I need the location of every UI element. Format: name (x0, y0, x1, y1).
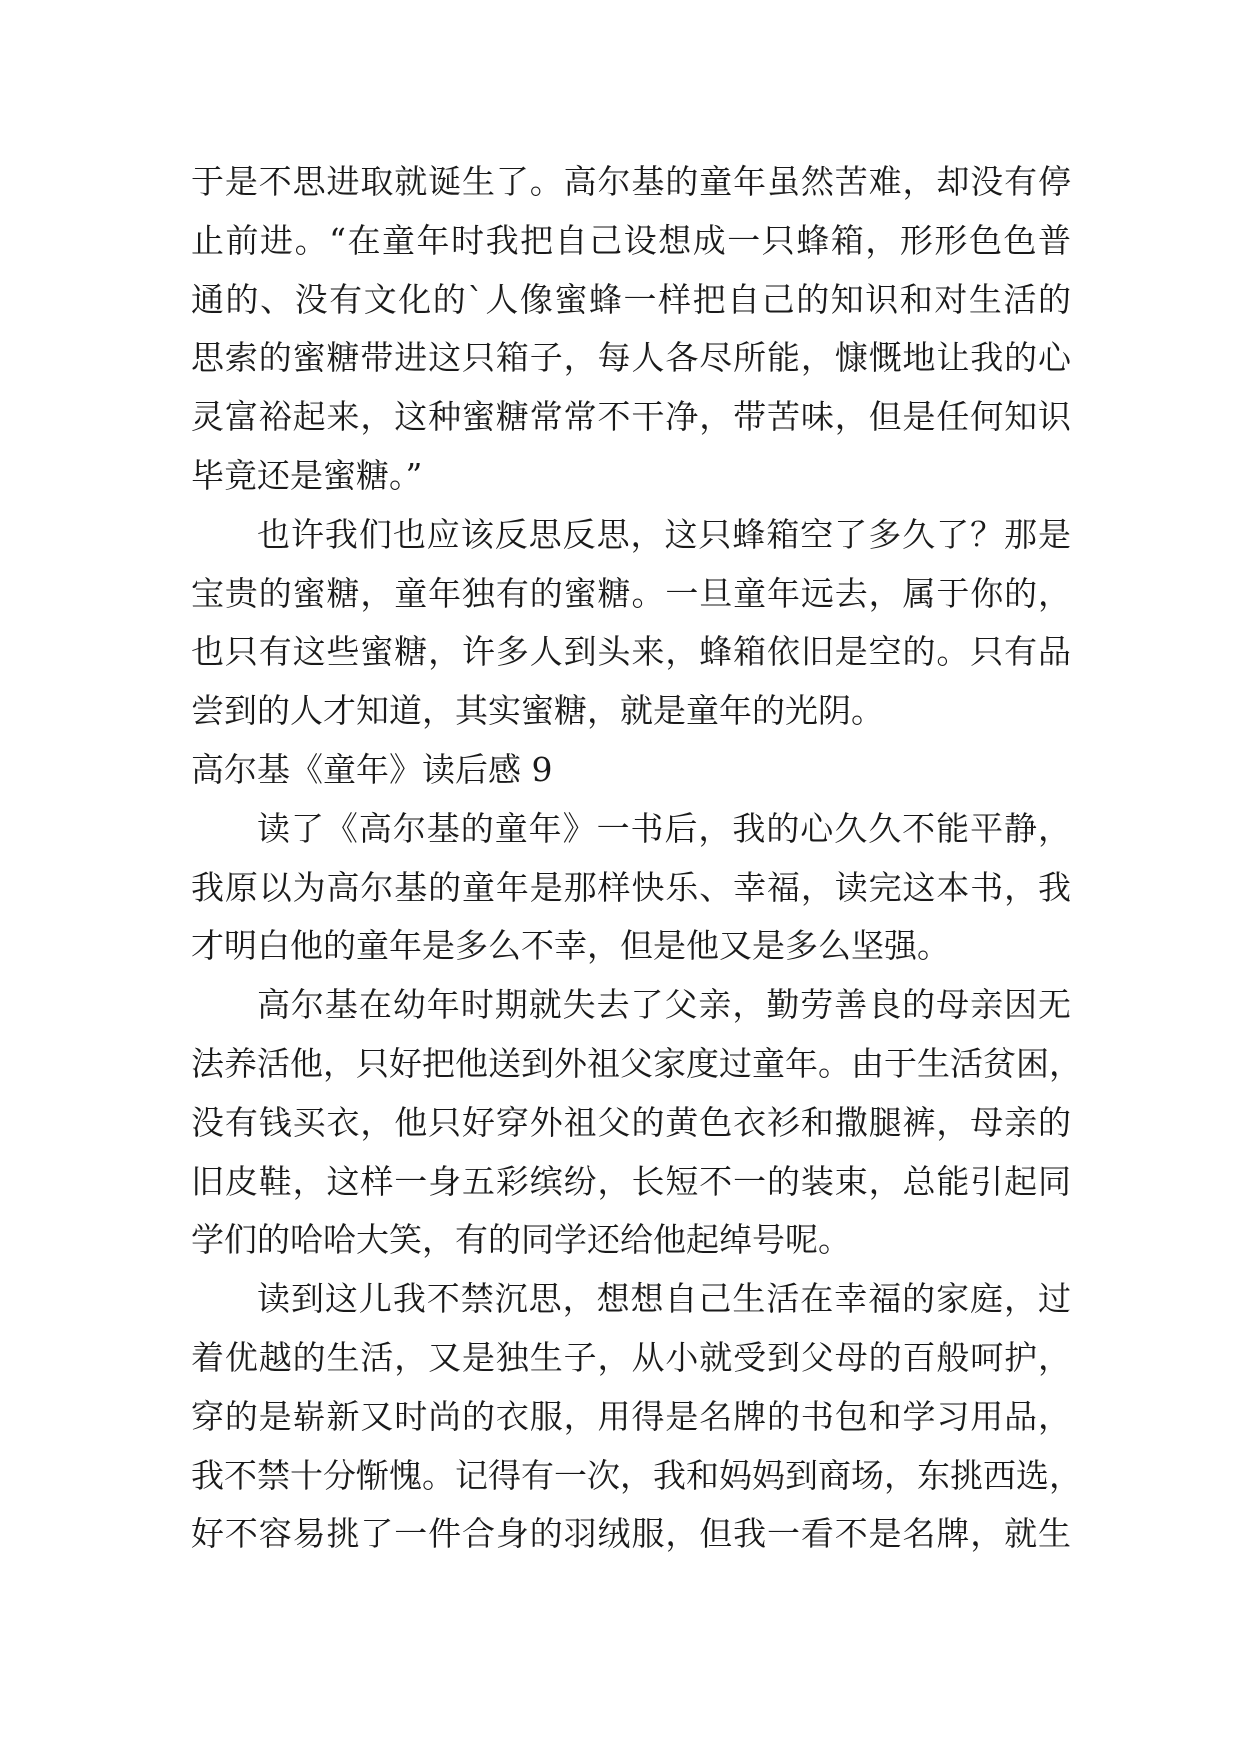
paragraph-first-line: 也许我们也应该反思反思，这只蜂箱空了多久了？那是 (257, 514, 1071, 554)
text-line: 通的、没有文化的`人像蜜蜂一样把自己的知识和对生活的 (191, 279, 1071, 319)
text-line: 于是不思进取就诞生了。高尔基的童年虽然苦难，却没有停 (191, 162, 1071, 201)
text-line: 毕竟还是蜜糖。” (191, 455, 423, 495)
text-line: 穿的是崭新又时尚的衣服，用得是名牌的书包和学习用品， (191, 1396, 1071, 1436)
essay-body (191, 153, 1082, 1564)
section-heading: 高尔基《童年》读后感 9 (191, 749, 553, 789)
text-line: 好不容易挑了一件合身的羽绒服，但我一看不是名牌，就生 (191, 1514, 1071, 1554)
text-line: 旧皮鞋，这样一身五彩缤纷，长短不一的装束，总能引起同 (191, 1161, 1071, 1201)
text-line: 止前进。“在童年时我把自己设想成一只蜂箱，形形色色普 (191, 220, 1071, 260)
paragraph-first-line: 读到这儿我不禁沉思，想想自己生活在幸福的家庭，过 (257, 1279, 1071, 1319)
text-line: 宝贵的蜜糖，童年独有的蜜糖。一旦童年远去，属于你的， (191, 573, 1071, 613)
text-line: 我原以为高尔基的童年是那样快乐、幸福，读完这本书，我 (191, 867, 1071, 907)
paragraph-first-line: 高尔基在幼年时期就失去了父亲，勤劳善良的母亲因无 (257, 985, 1071, 1025)
text-line: 着优越的生活，又是独生子，从小就受到父母的百般呵护， (191, 1337, 1071, 1377)
text-line: 尝到的人才知道，其实蜜糖，就是童年的光阴。 (191, 691, 884, 731)
text-line: 我不禁十分惭愧。记得有一次，我和妈妈到商场，东挑西选， (191, 1455, 1082, 1495)
text-line: 也只有这些蜜糖，许多人到头来，蜂箱依旧是空的。只有品 (191, 632, 1071, 672)
text-line: 才明白他的童年是多么不幸，但是他又是多么坚强。 (191, 926, 950, 966)
text-line: 灵富裕起来，这种蜜糖常常不干净，带苦味，但是任何知识 (191, 397, 1071, 437)
text-line: 法养活他，只好把他送到外祖父家度过童年。由于生活贫困， (191, 1043, 1082, 1083)
text-line: 思索的蜜糖带进这只箱子，每人各尽所能，慷慨地让我的心 (191, 338, 1071, 378)
paragraph-first-line: 读了《高尔基的童年》一书后，我的心久久不能平静， (257, 808, 1071, 848)
text-line: 没有钱买衣，他只好穿外祖父的黄色衣衫和撒腿裤，母亲的 (191, 1102, 1071, 1142)
text-line: 学们的哈哈大笑，有的同学还给他起绰号呢。 (191, 1220, 851, 1260)
